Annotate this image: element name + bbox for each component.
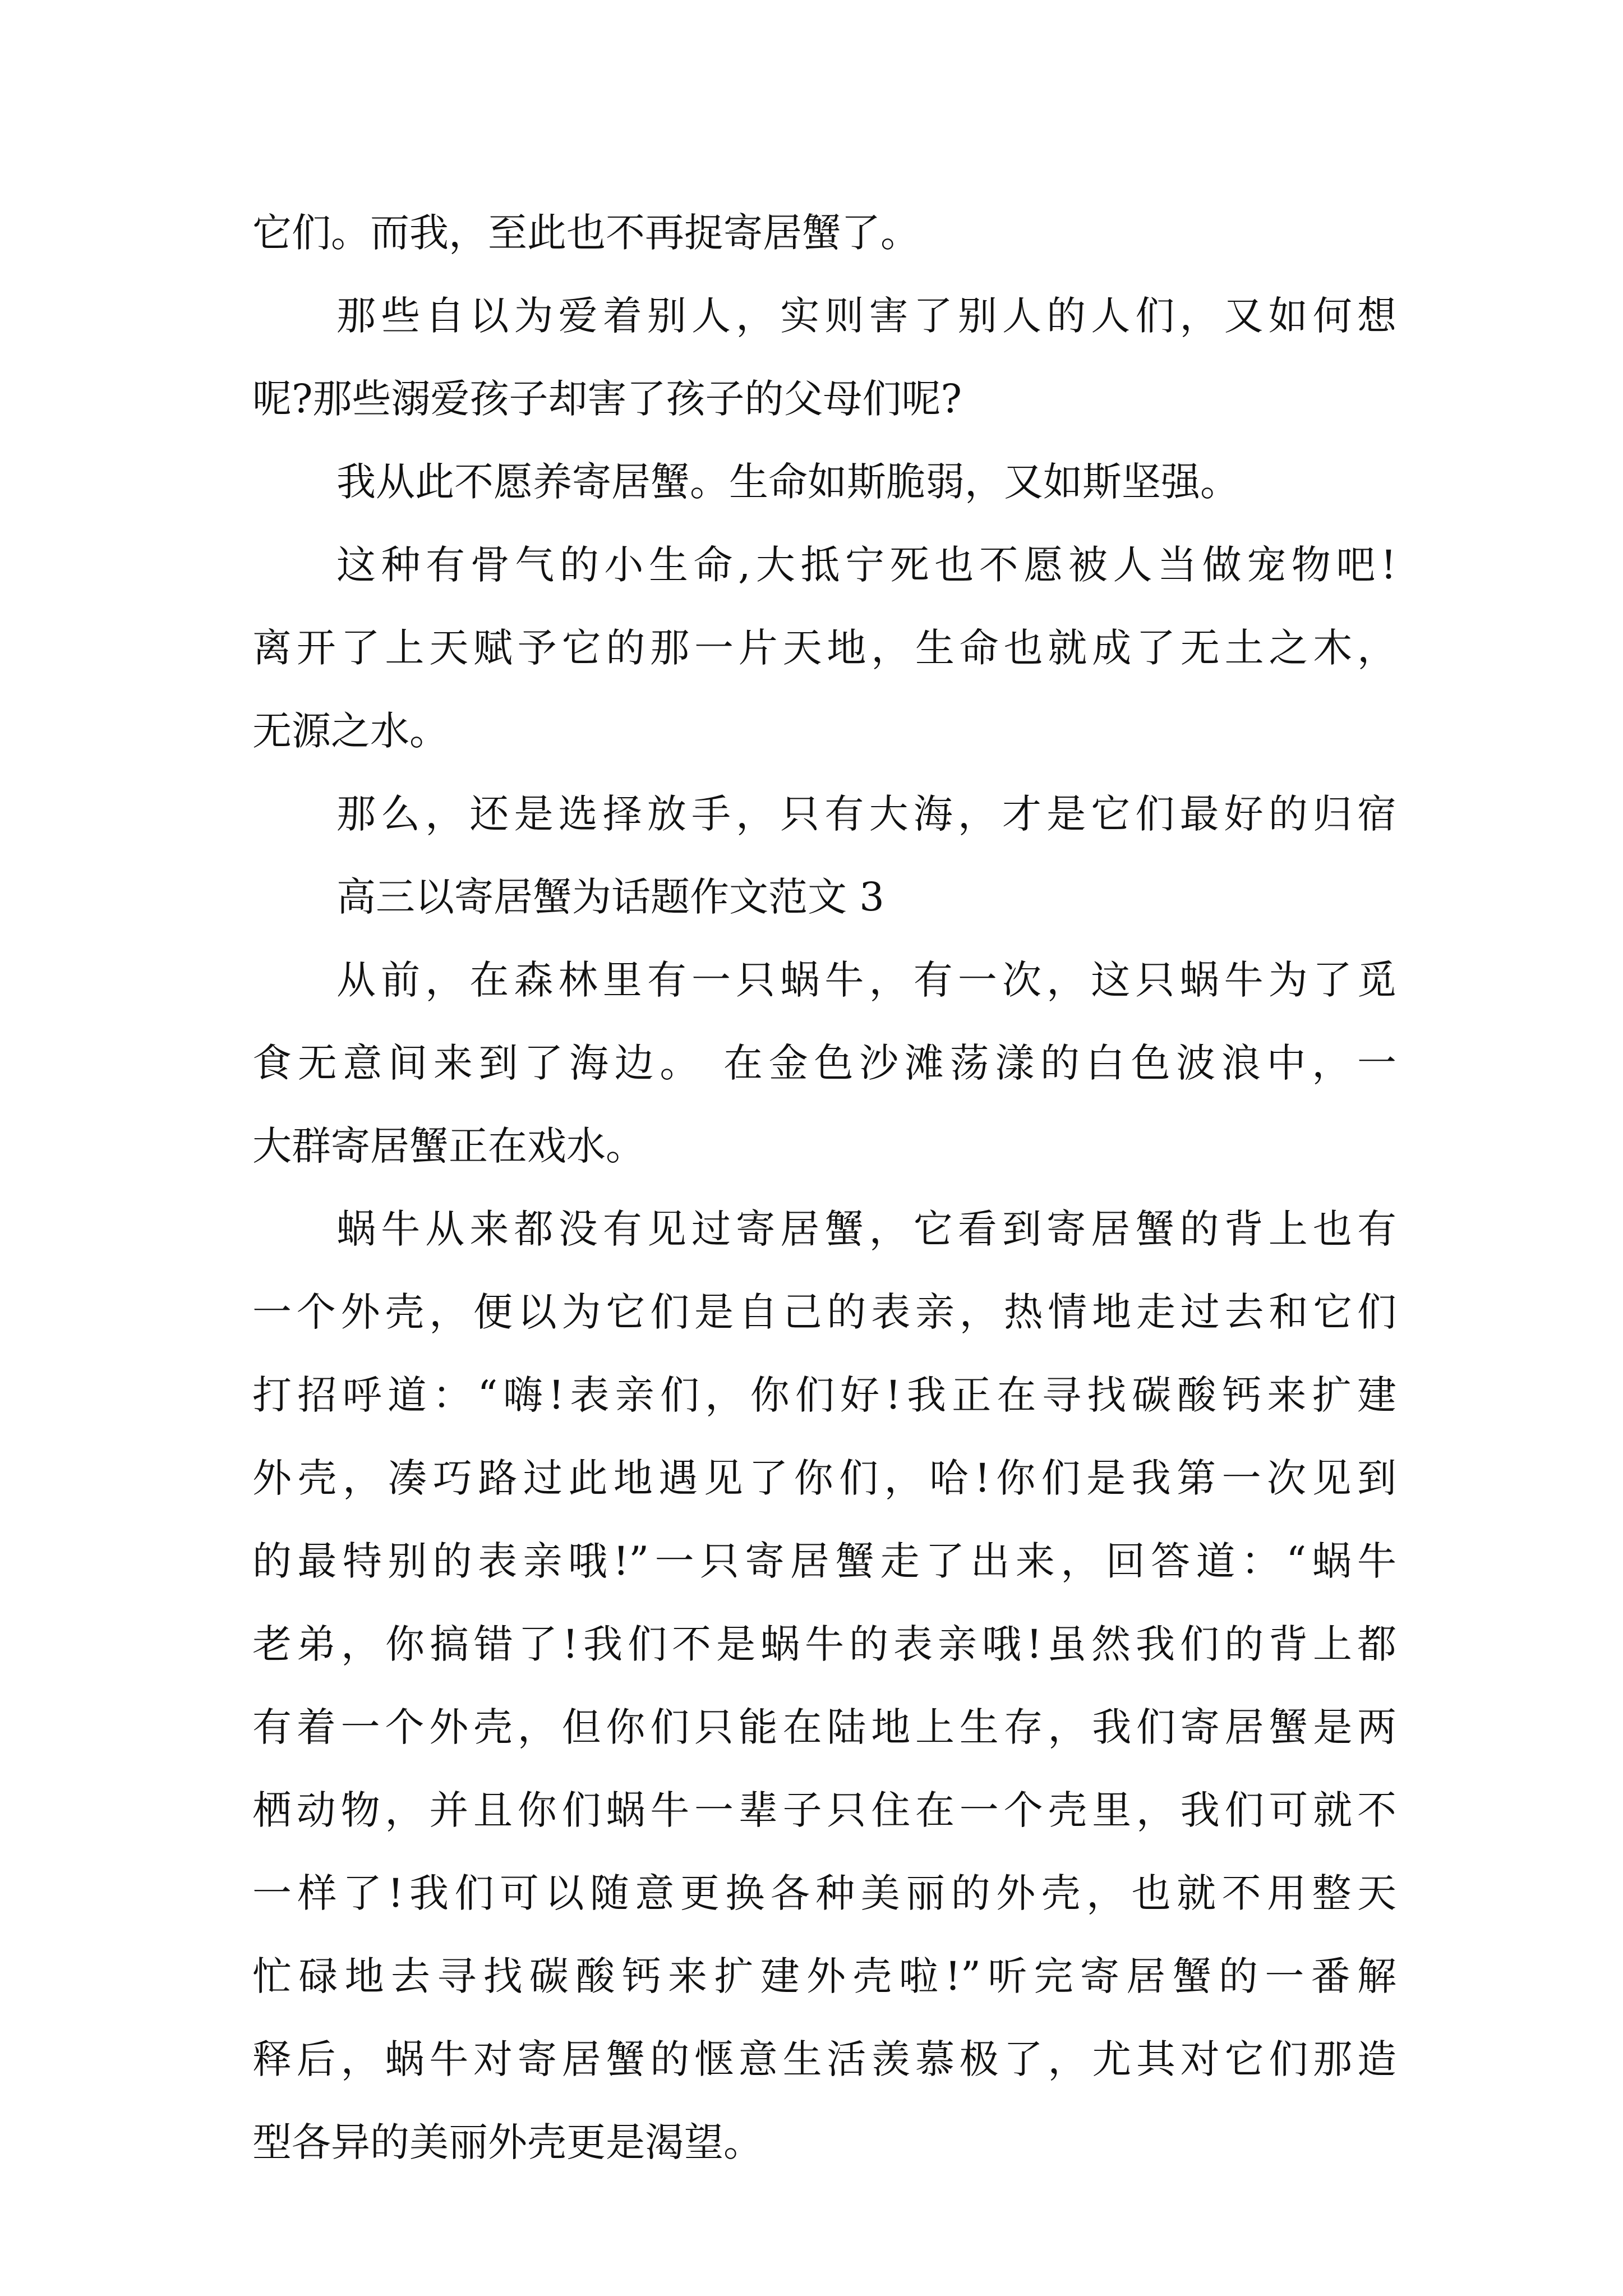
text-line: 释后，蜗牛对寄居蟹的惬意生活羡慕极了，尤其对它们那造 (252, 2036, 1396, 2082)
text-line: 栖动物，并且你们蜗牛一辈子只住在一个壳里，我们可就不 (252, 1787, 1396, 1833)
text-line: 它们。而我，至此也不再捉寄居蟹了。 (252, 210, 920, 256)
text-line: 从前，在森林里有一只蜗牛，有一次，这只蜗牛为了觅 (336, 957, 1396, 1003)
text-line: 有着一个外壳，但你们只能在陆地上生存，我们寄居蟹是两 (252, 1704, 1396, 1750)
text-line: 打招呼道：“嗨!表亲们，你们好!我正在寻找碳酸钙来扩建 (252, 1372, 1396, 1418)
text-line: 外壳，凑巧路过此地遇见了你们，哈!你们是我第一次见到 (252, 1455, 1396, 1501)
text-line: 那么，还是选择放手，只有大海，才是它们最好的归宿 (336, 791, 1396, 837)
text-line: 那些自以为爱着别人，实则害了别人的人们，又如何想 (336, 293, 1396, 339)
text-line: 忙碌地去寻找碳酸钙来扩建外壳啦!”听完寄居蟹的一番解 (252, 1953, 1396, 1999)
text-line: 呢?那些溺爱孩子却害了孩子的父母们呢? (252, 376, 962, 422)
section-heading: 高三以寄居蟹为话题作文范文 3 (336, 874, 884, 920)
text-line: 型各异的美丽外壳更是渴望。 (252, 2119, 763, 2165)
text-line: 一样了!我们可以随意更换各种美丽的外壳，也就不用整天 (252, 1870, 1396, 1916)
text-line: 我从此不愿养寄居蟹。生命如斯脆弱，又如斯坚强。 (336, 459, 1239, 505)
text-line: 老弟，你搞错了!我们不是蜗牛的表亲哦!虽然我们的背上都 (252, 1621, 1396, 1667)
text-line: 大群寄居蟹正在戏水。 (252, 1123, 645, 1169)
text-line: 蜗牛从来都没有见过寄居蟹，它看到寄居蟹的背上也有 (336, 1206, 1396, 1252)
text-line: 的最特别的表亲哦!”一只寄居蟹走了出来，回答道：“蜗牛 (252, 1538, 1396, 1584)
text-line: 无源之水。 (252, 708, 449, 754)
text-line: 食无意间来到了海边。 在金色沙滩荡漾的白色波浪中，一 (252, 1040, 1396, 1086)
text-line: 这种有骨气的小生命,大抵宁死也不愿被人当做宠物吧! (336, 542, 1396, 588)
text-line: 离开了上天赋予它的那一片天地，生命也就成了无土之木， (252, 625, 1396, 671)
text-line: 一个外壳，便以为它们是自己的表亲，热情地走过去和它们 (252, 1289, 1396, 1335)
